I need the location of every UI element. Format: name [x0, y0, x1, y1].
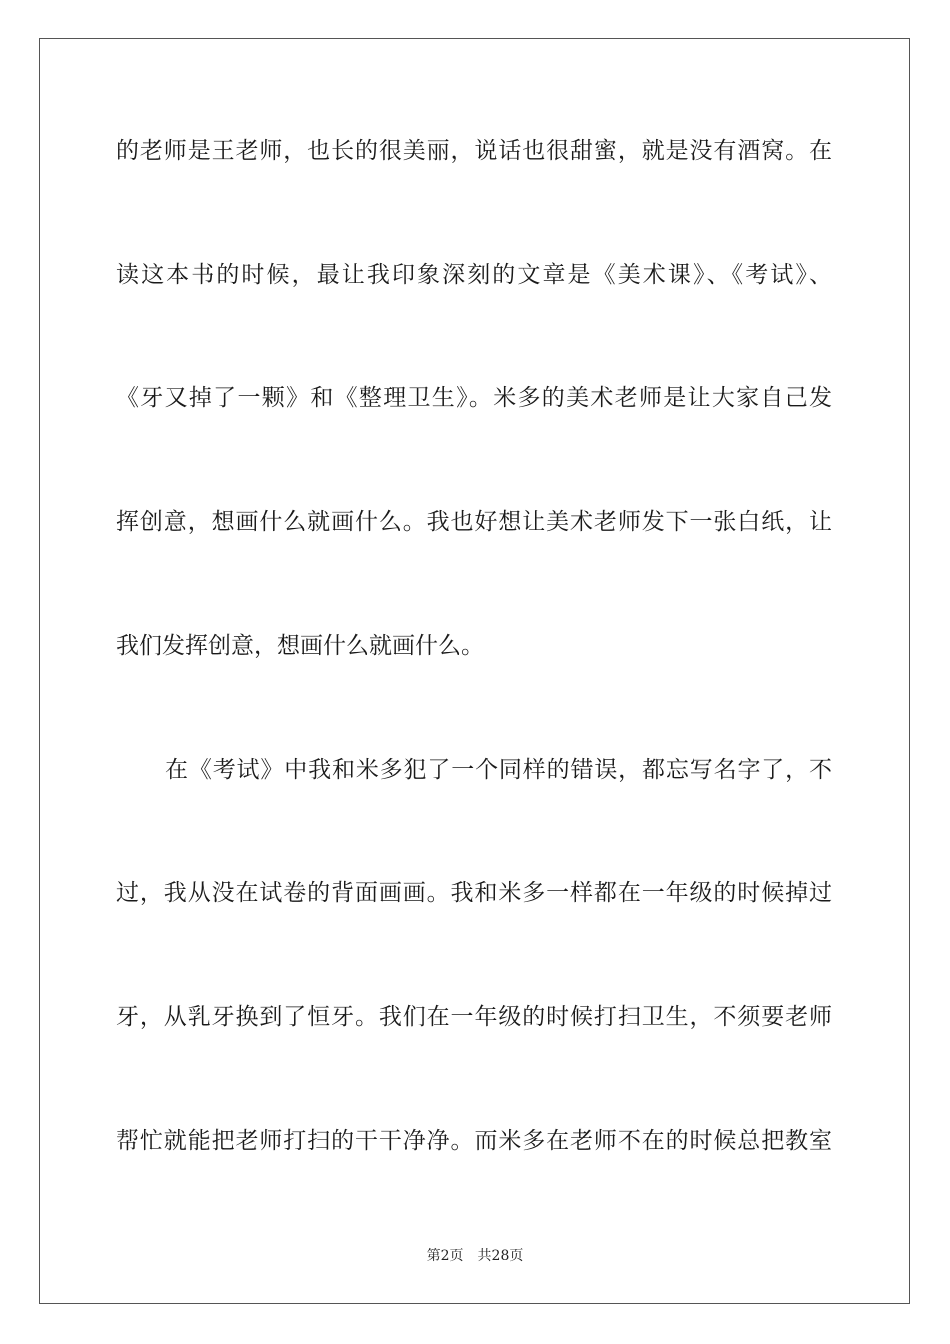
- text-line-8: 牙，从乳牙换到了恒牙。我们在一年级的时候打扫卫生，不须要老师: [116, 1004, 832, 1030]
- text-line-9: 帮忙就能把老师打扫的干干净净。而米多在老师不在的时候总把教室: [116, 1128, 832, 1154]
- page-border: [39, 38, 910, 1304]
- text-line-4: 挥创意，想画什么就画什么。我也好想让美术老师发下一张白纸，让: [116, 509, 832, 535]
- text-line-7: 过，我从没在试卷的背面画画。我和米多一样都在一年级的时候掉过: [116, 880, 832, 906]
- text-line-6: 在《考试》中我和米多犯了一个同样的错误，都忘写名字了，不: [165, 757, 832, 783]
- text-line-2: 读这本书的时候，最让我印象深刻的文章是《美术课》、《考试》、: [116, 262, 832, 288]
- page-footer: [0, 1247, 950, 1265]
- page-number: 第2页: [426, 1248, 464, 1264]
- page-total: 共28页: [477, 1248, 524, 1264]
- text-line-5: 我们发挥创意，想画什么就画什么。: [116, 633, 484, 659]
- text-line-1: 的老师是王老师，也长的很美丽，说话也很甜蜜，就是没有酒窝。在: [116, 138, 832, 164]
- text-line-3: 《牙又掉了一颗》和《整理卫生》。米多的美术老师是让大家自己发: [116, 385, 832, 411]
